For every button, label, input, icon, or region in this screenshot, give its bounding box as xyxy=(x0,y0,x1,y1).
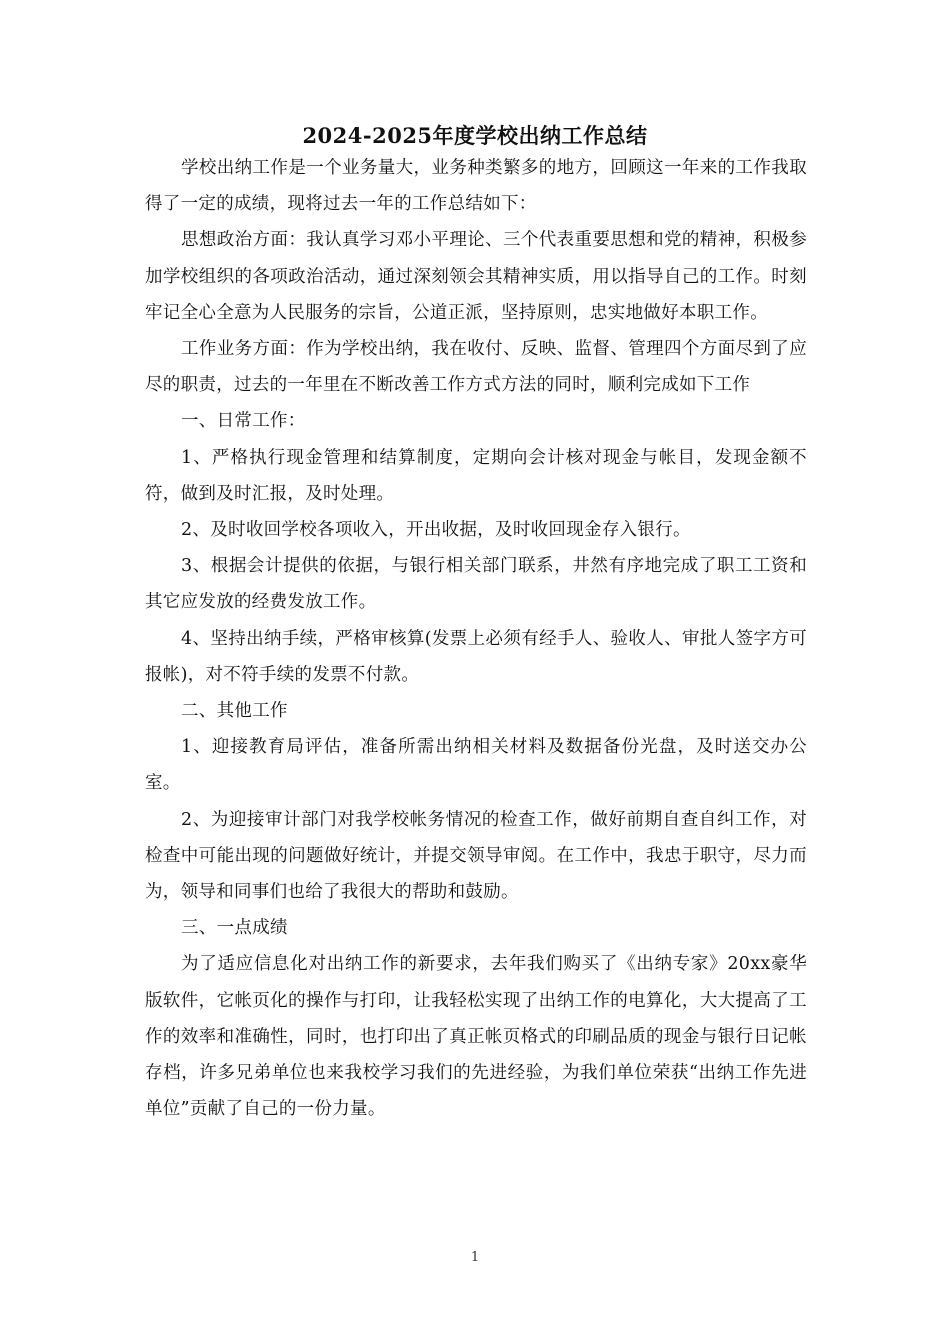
paragraph-other-item-2: 2、为迎接审计部门对我学校帐务情况的检查工作，做好前期自查自纠工作，对检查中可能出现的问题做好统计，并提交领导审阅。在工作中，我忠于职守，尽力而为，领导和同事们也给了我很大的帮助和鼓励。 xyxy=(145,809,807,903)
document-body xyxy=(145,150,807,1127)
section-heading-achievement: 三、一点成绩 xyxy=(181,918,288,939)
paragraph-other-item-1: 1、迎接教育局评估，准备所需出纳相关材料及数据备份光盘，及时送交办公室。 xyxy=(145,737,807,794)
paragraph-daily-item-3: 3、根据会计提供的依据，与银行相关部门联系，井然有序地完成了职工工资和其它应发放的经费发放工作。 xyxy=(145,556,807,613)
paragraph-business: 工作业务方面：作为学校出纳，我在收付、反映、监督、管理四个方面尽到了应尽的职责，过去的一年里在不断改善工作方式方法的同时，顺利完成如下工作 xyxy=(145,339,807,396)
paragraph-intro: 学校出纳工作是一个业务量大，业务种类繁多的地方，回顾这一年来的工作我取得了一定的成绩，现将过去一年的工作总结如下： xyxy=(145,158,807,215)
section-heading-daily-work: 一、日常工作： xyxy=(181,411,306,432)
paragraph-daily-item-2: 2、及时收回学校各项收入，开出收据，及时收回现金存入银行。 xyxy=(181,520,691,541)
paragraph-achievement: 为了适应信息化对出纳工作的新要求，去年我们购买了《出纳专家》20xx豪华版软件，它帐页化的操作与打印，让我轻松实现了出纳工作的电算化，大大提高了工作的效率和准确性，同时，也打印出了真正帐页格式的印刷品质的现金与银行日记帐存档，许多兄弟单位也来我校学习我们的先进经验，为我们单位荣获“出纳工作先进单位”贡献了自己的一份力量。 xyxy=(145,954,807,1120)
paragraph-daily-item-4: 4、坚持出纳手续，严格审核算(发票上必须有经手人、验收人、审批人签字方可报帐)，对不符手续的发票不付款。 xyxy=(145,628,807,685)
page-number: 1 xyxy=(470,1250,480,1265)
document-title: 2024-2025年度学校出纳工作总结 xyxy=(302,123,648,148)
paragraph-daily-item-1: 1、严格执行现金管理和结算制度，定期向会计核对现金与帐目，发现金额不符，做到及时汇报，及时处理。 xyxy=(145,447,807,504)
section-heading-other-work: 二、其他工作 xyxy=(181,701,288,722)
paragraph-political: 思想政治方面：我认真学习邓小平理论、三个代表重要思想和党的精神，积极参加学校组织的各项政治活动，通过深刻领会其精神实质，用以指导自己的工作。时刻牢记全心全意为人民服务的宗旨，公道正派，坚持原则，忠实地做好本职工作。 xyxy=(145,230,807,323)
